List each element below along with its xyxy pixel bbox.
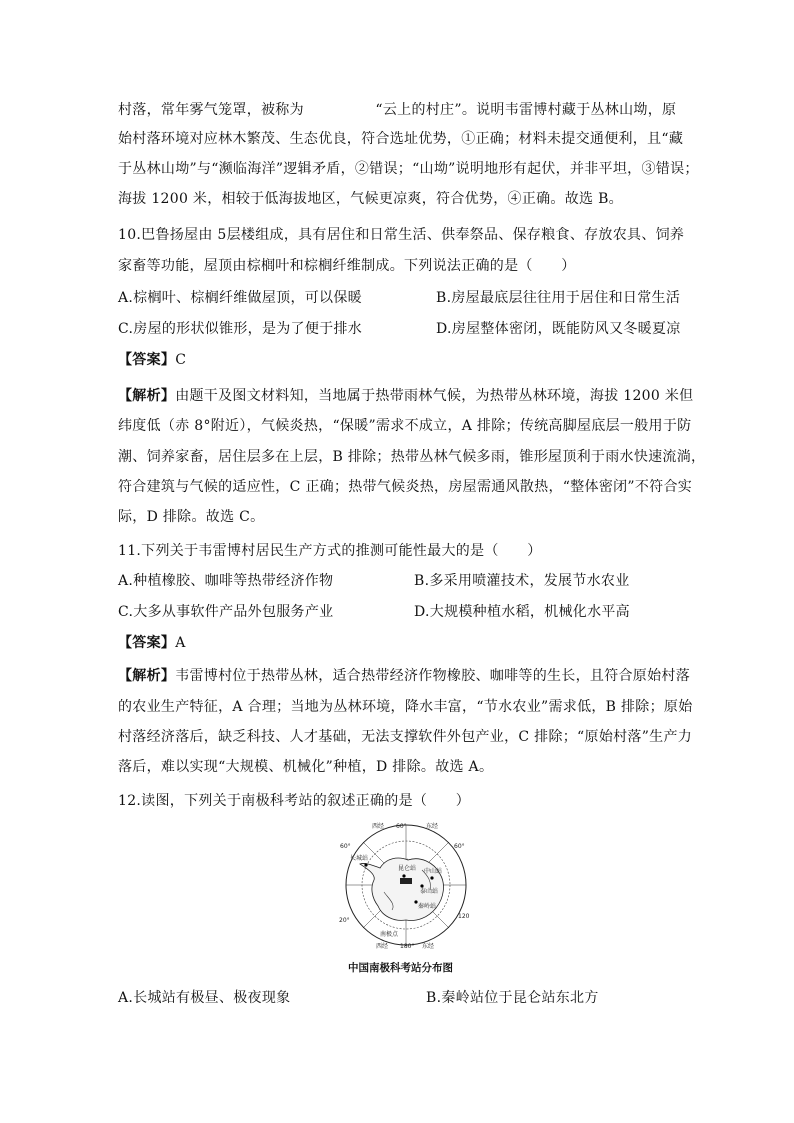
option-b: B.多采用喷灌技术，发展节水农业	[414, 573, 630, 589]
analysis-line: 潮、饲养家畜，居住层多在上层，B 排除；热带丛林气候多雨，锥形屋顶利于雨水快速流淌，	[118, 449, 706, 465]
analysis-line: 符合建筑与气候的适应性，C 正确；热带气候炎热，房屋需通风散热，“整体密闭”不符合实	[118, 479, 693, 495]
answer-label: 【答案】	[118, 352, 176, 368]
question-10-options-row	[118, 318, 688, 340]
text-line: 村落，常年雾气笼罩，被称为 “云上的村庄”。说明韦雷博村藏于丛林山坳，原	[118, 102, 677, 118]
map-label-west: 西经	[376, 943, 389, 950]
answer-line	[118, 632, 688, 654]
map-caption: 中国南极科考站分布图	[348, 962, 453, 974]
map-label-lon: 60°	[340, 843, 351, 850]
analysis-label: 【解析】	[118, 388, 176, 404]
map-label-east: 东经	[426, 823, 439, 830]
text-line: 始村落环境对应林木繁茂、生态优良，符合选址优势，①正确；材料未提交通便利，且“藏	[118, 131, 684, 147]
map-label-lon: 180°	[400, 943, 415, 950]
map-label-changcheng: 长城站	[350, 855, 369, 862]
map-label-qinling: 秦岭站	[418, 903, 437, 910]
analysis-line: 际，D 排除。故选 C。	[118, 509, 265, 525]
question-10-stem: 家畜等功能，屋顶由棕榈叶和棕榈纤维制成。下列说法正确的是（ ）	[118, 258, 576, 274]
map-label-lon: 60°	[454, 843, 465, 850]
option-c: C.房屋的形状似锥形，是为了便于排水	[118, 321, 363, 337]
antarctic-station-map	[336, 818, 476, 952]
map-label-zhongshan: 中山站	[424, 868, 443, 875]
map-label-kunlun: 昆仑站	[398, 865, 417, 872]
map-label-lat: 60°	[396, 823, 407, 830]
question-11-options-row	[118, 570, 688, 592]
analysis-line: 村落经济落后，缺乏科技、人才基础，无法支撑软件外包产业，C 排除；“原始村落”生产力	[118, 729, 693, 745]
answer-line	[118, 349, 688, 371]
analysis-line	[118, 665, 691, 687]
option-a: A.棕榈叶、棕榈纤维做屋顶，可以保暖	[118, 290, 362, 306]
map-label-east: 东经	[422, 943, 435, 950]
map-label-nanji: 南极点	[380, 931, 399, 938]
text-line: 于丛林山坳”与“濒临海洋”逻辑矛盾，②错误；“山坳”说明地形有起伏，并非平坦，③错误；	[118, 161, 699, 177]
question-11-stem: 11.下列关于韦雷博村居民生产方式的推测可能性最大的是（ ）	[118, 543, 542, 559]
option-a: A.长城站有极昼、极夜现象	[118, 990, 291, 1006]
question-10-stem: 10.巴鲁扬屋由 5层楼组成，具有居住和日常生活、供奉祭品、保存粮食、存放农具、饲养	[118, 227, 685, 243]
question-12-options-row	[118, 987, 688, 1009]
option-d: D.房屋整体密闭，既能防风又冬暖夏凉	[436, 321, 681, 337]
option-c: C.大多从事软件产品外包服务产业	[118, 604, 334, 620]
option-a: A.种植橡胶、咖啡等热带经济作物	[118, 573, 334, 589]
map-label-lon: 120	[458, 913, 470, 920]
map-label-lon: 20°	[339, 917, 350, 924]
answer-value: A	[175, 635, 186, 651]
option-d: D.大规模种植水稻，机械化水平高	[414, 604, 630, 620]
question-12-stem: 12.读图，下列关于南极科考站的叙述正确的是（ ）	[118, 793, 471, 809]
answer-label: 【答案】	[118, 635, 176, 651]
analysis-text: 由题干及图文材料知，当地属于热带雨林气候，为热带丛林环境，海拔 1200 米但	[175, 388, 694, 404]
option-b: B.房屋最底层往往用于居住和日常生活	[436, 290, 681, 306]
analysis-line: 纬度低（赤 8°附近），气候炎热，“保暖”需求不成立，A 排除；传统高脚屋底层一般用于防	[118, 418, 692, 434]
answer-value: C	[175, 352, 187, 368]
analysis-line: 的农业生产特征，A 合理；当地为丛林环境，降水丰富，“节水农业”需求低，B 排除；原始	[118, 699, 693, 715]
map-label-taishan: 泰山站	[420, 888, 439, 895]
question-10-options-row	[118, 287, 688, 309]
text-line: 海拔 1200 米，相较于低海拔地区，气候更凉爽，符合优势，④正确。故选 B。	[118, 191, 623, 207]
analysis-label: 【解析】	[118, 668, 176, 684]
option-b: B.秦岭站位于昆仑站东北方	[426, 990, 599, 1006]
analysis-line	[118, 385, 694, 407]
analysis-line: 落后，难以实现“大规模、机械化”种植，D 排除。故选 A。	[118, 759, 494, 775]
analysis-text: 韦雷博村位于热带丛林，适合热带经济作物橡胶、咖啡等的生长，且符合原始村落	[175, 668, 691, 684]
map-label-west: 西经	[372, 823, 385, 830]
question-11-options-row	[118, 601, 688, 623]
